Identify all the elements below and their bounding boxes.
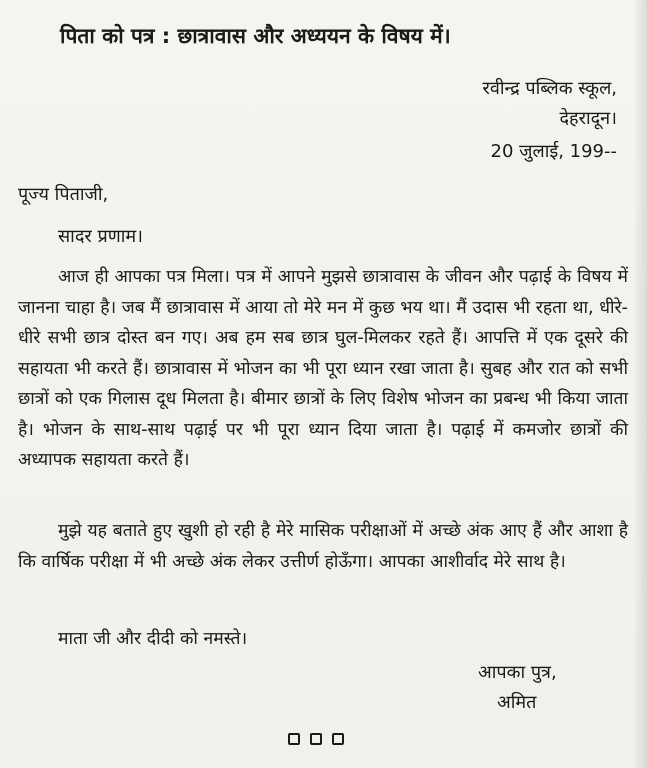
sender-address-line2: देहरादून। — [559, 108, 617, 129]
square-icon — [332, 733, 344, 745]
square-icon — [310, 733, 322, 745]
sender-name: अमित — [497, 692, 537, 713]
end-marks — [288, 733, 344, 745]
page-edge-shadow — [633, 0, 647, 768]
body-paragraph-1: आज ही आपका पत्र मिला। पत्र में आपने मुझसे छात्रावास के जीवन और पढ़ाई के विषय में जानना चाहा है। जब मैं छात्रावास में आया तो मेरे मन में कुछ भय था। मैं उदास भी रहता था, धीरे-धीरे सभी छात्र दोस्त बन गए। अब हम सब छात्र घुल-मिलकर रहते हैं। आपत्ति में एक दूसरे की सहायता भी करते हैं। छात्रावास में भोजन का भी पूरा ध्यान रखा जाता है। सुबह और रात को सभी छात्रों को एक गिलास दूध मिलता है। बीमार छात्रों के लिए विशेष भोजन का प्रबन्ध भी किया जाता है। भोजन के साथ-साथ पढ़ाई पर भी पूरा ध्यान दिया जाता है। पढ़ाई में कमजोर छात्रों की अध्यापक सहायता करते हैं। — [18, 267, 628, 470]
body-paragraph-2: मुझे यह बताते हुए खुशी हो रही है मेरे मासिक परीक्षाओं में अच्छे अंक आए हैं और आशा है कि वार्षिक परीक्षा में भी अच्छे अंक लेकर उत्तीर्ण होऊँगा। आपका आशीर्वाद मेरे साथ है। — [18, 521, 628, 572]
letter-date: 20 जुलाई, 199-- — [490, 141, 617, 162]
salutation: पूज्य पिताजी, — [18, 184, 109, 205]
square-icon — [288, 733, 300, 745]
greeting: सादर प्रणाम। — [58, 226, 143, 247]
closing-line: आपका पुत्र, — [478, 662, 557, 683]
body-paragraph-3: माता जी और दीदी को नमस्ते। — [58, 629, 248, 649]
letter-title: पिता को पत्र : छात्रावास और अध्ययन के विषय में। — [60, 24, 451, 48]
sender-address-line1: रवीन्द्र पब्लिक स्कूल, — [482, 78, 617, 99]
